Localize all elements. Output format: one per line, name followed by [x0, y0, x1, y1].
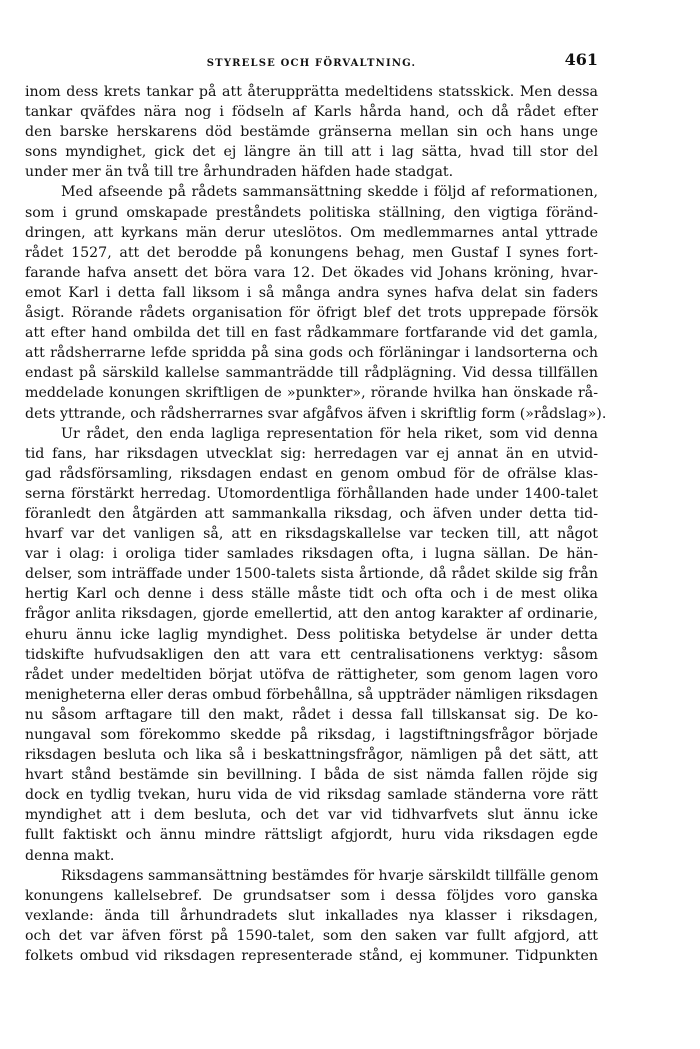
text-line: Riksdagens sammansättning bestämdes för hvarje särskildt tillfälle genom: [61, 867, 599, 884]
text-line: tid fans, har riksdagen utvecklat sig: herredagen var ej annat än en utvid-: [25, 445, 598, 462]
text-line: föranledt den åtgärden att sammankalla riksdag, och äfven under detta tid-: [25, 505, 598, 522]
running-title: STYRELSE OCH FÖRVALTNING.: [206, 58, 417, 69]
text-line: farande hafva ansett det böra vara 12. Det ökades vid Johans kröning, hvar-: [25, 264, 598, 281]
text-line: hertig Karl och denne i dess ställe måste tidt och ofta och i de mest olika: [25, 586, 598, 603]
text-line: tidskifte hufvudsakligen den att vara ett centralisationens verktyg: såsom: [25, 646, 598, 663]
text-line: frågor anlita riksdagen, gjorde emellertid, att den antog karakter af ordinarie,: [25, 606, 598, 623]
text-line: gad rådsförsamling, riksdagen endast en genom ombud för de ofrälse klas-: [25, 465, 598, 482]
text-line: dock en tydlig tvekan, huru vida de vid riksdag samlade ständerna vore rätt: [25, 787, 598, 804]
text-line: tankar qväfdes nära nog i födseln af Karls hårda hand, och då rådet efter: [25, 104, 598, 121]
text-line: myndighet att i dem besluta, och det var vid tidhvarfvets slut ännu icke: [25, 807, 598, 824]
text-line: hvart stånd bestämde sin bevillning. I båda de sist nämda fallen röjde sig: [25, 767, 598, 784]
page-header: [25, 44, 598, 74]
text-line: emot Karl i detta fall liksom i så många andra synes hafva delat sin faders: [25, 284, 598, 301]
text-line: sons myndighet, gick det ej längre än till att i lag sätta, hvad till stor del: [25, 144, 598, 161]
text-line: var i olag: i oroliga tider samlades riksdagen ofta, i lugna sällan. De hän-: [25, 546, 598, 563]
text-line: som i grund omskapade preståndets politiska ställning, den vigtiga föränd-: [25, 204, 598, 221]
body-text: [25, 82, 607, 966]
text-line: åsigt. Rörande rådets organisation för öfrigt blef det trots upprepade försök: [25, 305, 598, 322]
page-number: 461: [564, 50, 598, 69]
text-line: dringen, att kyrkans män derur uteslötos. Om medlemmarnes antal yttrade: [25, 224, 598, 241]
text-line: endast på särskild kallelse sammanträdde till rådplägning. Vid dessa tillfällen: [25, 365, 598, 382]
text-line: rådet under medeltiden börjat utöfva de rättigheter, som genom lagen voro: [25, 666, 598, 683]
text-line: inom dess krets tankar på att återupprätta medeltidens statsskick. Men dessa: [25, 84, 598, 100]
text-line: att rådsherrarne lefde spridda på sina gods och förläningar i landsorterna och: [25, 345, 598, 362]
text-line: ehuru ännu icke laglig myndighet. Dess politiska betydelse är under detta: [25, 626, 598, 643]
text-line: att efter hand ombilda det till en fast rådkammare fortfarande vid det gamla,: [25, 325, 598, 342]
text-line: den barske herskarens död bestämde gränserna mellan sin och hans unge: [25, 124, 598, 141]
text-line: Med afseende på rådets sammansättning skedde i följd af reformationen,: [61, 184, 598, 201]
text-line: vexlande: ända till århundradets slut inkallades nya klasser i riksdagen,: [25, 907, 598, 924]
text-line: fullt faktiskt och ännu mindre rättsligt afgjordt, huru vida riksdagen egde: [25, 827, 598, 844]
text-line: Ur rådet, den enda lagliga representation för hela riket, som vid denna: [61, 425, 598, 442]
text-line: riksdagen besluta och lika så i beskattningsfrågor, nämligen på det sätt, att: [25, 747, 598, 764]
text-line: och det var äfven först på 1590-talet, som den saken var fullt afgjord, att: [25, 927, 598, 944]
text-line: dets yttrande, och rådsherrarnes svar afgåfvos äfven i skriftlig form (»rådslag»).: [25, 405, 607, 422]
text-line: meddelade konungen skriftligen de »punkter», rörande hvilka han önskade rå-: [25, 385, 598, 402]
text-line: nungaval som förekommo skedde på riksdag, i lagstiftningsfrågor började: [25, 727, 598, 743]
text-line: serna förstärkt herredag. Utomordentliga förhållanden hade under 1400-talet: [25, 485, 598, 502]
text-line: hvarf var det vanligen så, att en riksdagskallelse var tecken till, att något: [25, 526, 598, 543]
text-line: folkets ombud vid riksdagen representerade stånd, ej kommuner. Tidpunkten: [25, 948, 598, 965]
text-line: rådet 1527, att det berodde på konungens behag, men Gustaf I synes fort-: [25, 244, 598, 261]
text-line: konungens kallelsebref. De grundsatser som i dessa följdes voro ganska: [25, 887, 598, 904]
text-line: delser, som inträffade under 1500-talets sista årtionde, då rådet skilde sig från: [25, 566, 598, 583]
text-line: menigheterna eller deras ombud förbehållna, så uppträder nämligen riksdagen: [25, 686, 598, 703]
book-page: [25, 44, 607, 966]
text-line: denna makt.: [25, 847, 115, 864]
text-line: nu såsom arftagare till den makt, rådet i dessa fall tillskansat sig. De ko-: [25, 706, 598, 723]
text-line: under mer än två till tre århundraden häfden hade stadgat.: [25, 164, 454, 181]
